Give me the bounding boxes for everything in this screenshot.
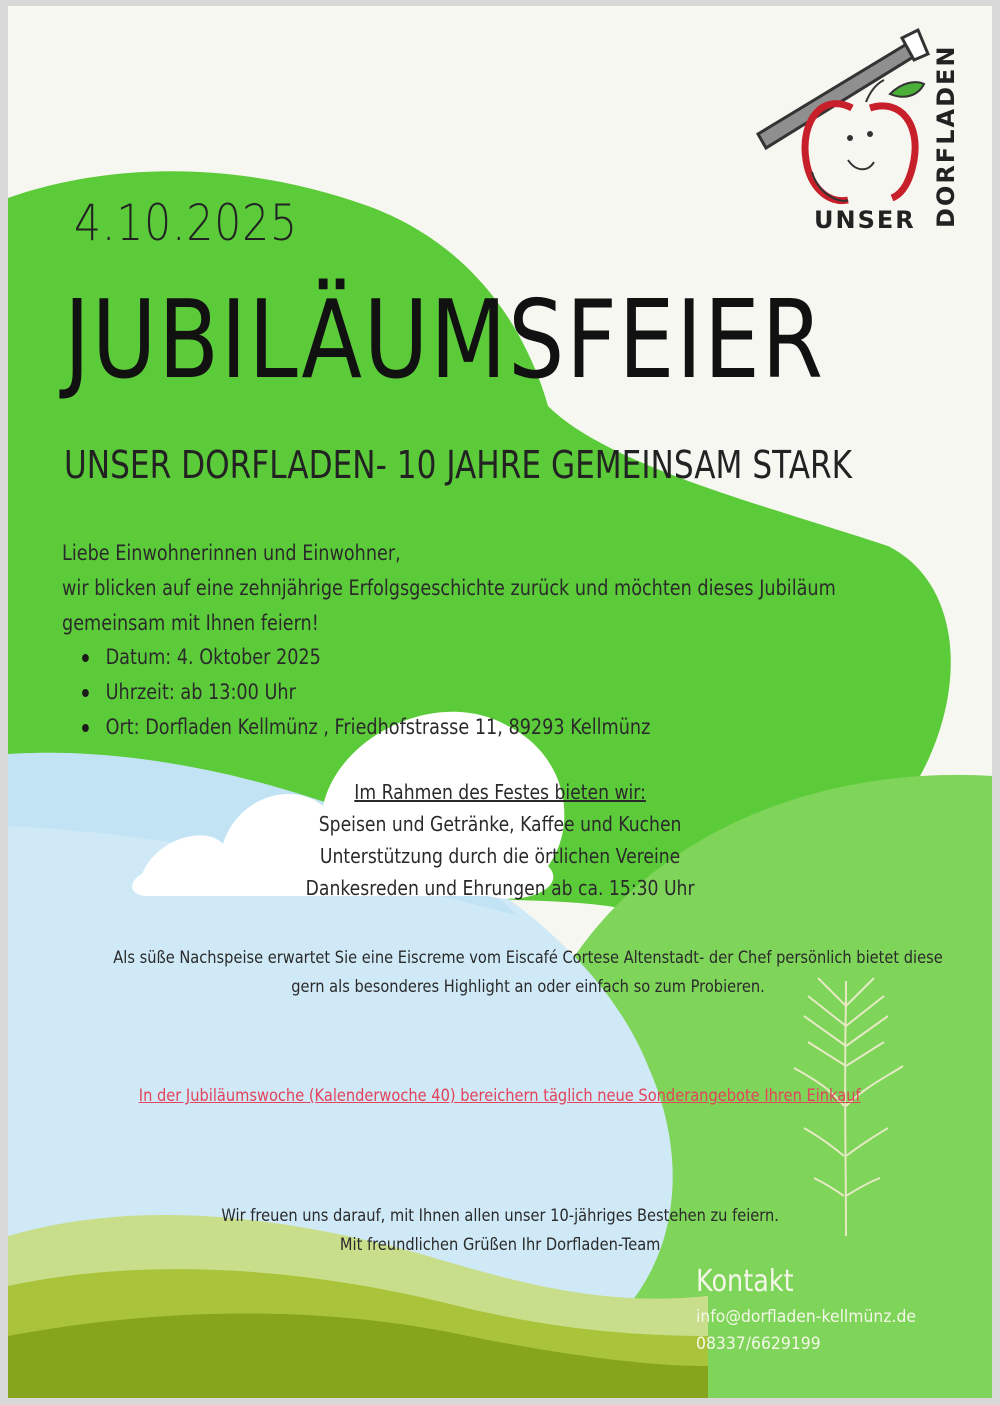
detail-time: Uhrzeit: ab 13:00 Uhr xyxy=(72,675,650,710)
dessert-line-1: Als süße Nachspeise erwartet Sie eine Eiscreme vom Eiscafé Cortese Altenstadt- der Chef persönlich bietet diese xyxy=(113,948,943,968)
event-details-list xyxy=(72,640,650,745)
closing-text xyxy=(8,1202,992,1260)
offer-section xyxy=(8,776,992,904)
offer-item: Dankesreden und Ehrungen ab ca. 15:30 Uhr xyxy=(305,876,695,900)
closing-line-2: Mit freundlichen Grüßen Ihr Dorfladen-Team xyxy=(339,1235,661,1255)
dessert-line-2: gern als besonderes Highlight an oder einfach so zum Probieren. xyxy=(291,977,765,997)
contact-block xyxy=(696,1304,916,1358)
detail-location: Ort: Dorfladen Kellmünz , Friedhofstrasse 11, 89293 Kellmünz xyxy=(72,710,650,745)
contact-email[interactable]: info@dorfladen-kellmünz.de xyxy=(696,1307,917,1327)
intro-greeting: Liebe Einwohnerinnen und Einwohner, xyxy=(62,541,401,565)
intro-line-2: gemeinsam mit Ihnen feiern! xyxy=(62,611,319,635)
dessert-text xyxy=(8,944,992,1002)
contact-heading: Kontakt xyxy=(696,1264,794,1299)
logo-word-dorfladen: DORFLADEN xyxy=(932,44,960,228)
promo-text xyxy=(8,1086,992,1106)
closing-line-1: Wir freuen uns darauf, mit Ihnen allen unser 10-jähriges Bestehen zu feiern. xyxy=(221,1206,779,1226)
flyer-page xyxy=(8,6,992,1398)
promo-link[interactable]: In der Jubiläumswoche (Kalenderwoche 40) bereichern täglich neue Sonderangebote Ihren Einkauf xyxy=(139,1086,861,1106)
offer-item: Speisen und Getränke, Kaffee und Kuchen xyxy=(318,812,682,836)
event-date: 4.10.2025 xyxy=(74,194,298,252)
logo-word-unser: UNSER xyxy=(814,206,916,232)
offer-item: Unterstützung durch die örtlichen Vereine xyxy=(319,844,681,868)
event-title: JUBILÄUMSFEIER xyxy=(64,278,825,403)
offer-heading: Im Rahmen des Festes bieten wir: xyxy=(354,780,646,804)
intro-text xyxy=(62,536,919,641)
intro-line-1: wir blicken auf eine zehnjährige Erfolgsgeschichte zurück und möchten dieses Jubiläum xyxy=(62,576,836,600)
detail-date: Datum: 4. Oktober 2025 xyxy=(72,640,650,675)
dorfladen-logo xyxy=(752,22,962,232)
event-subtitle: UNSER DORFLADEN- 10 JAHRE GEMEINSAM STARK xyxy=(64,443,853,487)
contact-phone[interactable]: 08337/6629199 xyxy=(696,1334,821,1354)
